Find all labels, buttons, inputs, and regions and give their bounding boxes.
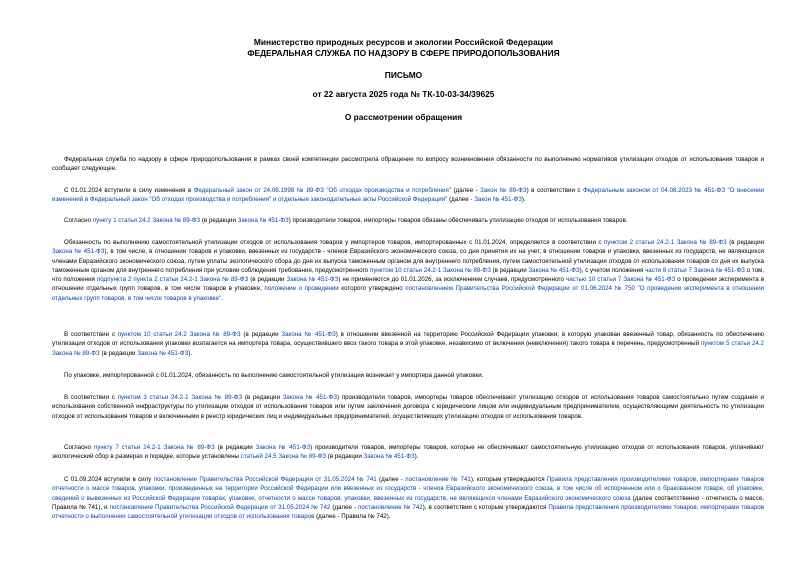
paragraph-obligation: Согласно пункту 1 статьи 24.2 Закона № 89-ФЗ (в редакции Закона № 451-ФЗ) производители товаров, импортеры товаров обязаны обеспечивать утилизацию отходов от использования товаров. [64, 217, 628, 224]
link-resolution-741-short[interactable]: постановление № 741 [405, 476, 471, 483]
paragraph-intro: Федеральная служба по надзору в сфере природопользования в рамках своей компетенции рассмотрела обращение по вопросу возникновения обязанности по выполнению нормативов утилизации отходов от использования товаров и сообщает следующее. [52, 156, 764, 173]
service-name: ФЕДЕРАЛЬНАЯ СЛУЖБА ПО НАДЗОРУ В СФЕРЕ ПРИРОДОПОЛЬЗОВАНИЯ [247, 48, 560, 58]
paragraph-importers-obligation: Обязанность по выполнению самостоятельной утилизации отходов от использования товаров у импортеров товаров, импортированных с 01.01.2024, определяется в соответствии с пунктом 2 статьи 24.2-1 Закона № 89-ФЗ (в редакции Закона № 451-ФЗ), в том числе, в отношении товаров и упаковки, ввезенных из государств - членов Евразийского экономического союза, со дня принятия их на учет, в отношении товаров и упаковки, ввезенных из государств, не являющихся членами Евразийского экономического союза, путем уплаты экологического сбора до дня их выпуска таможенным органом для внутреннего потребления, путем самостоятельной утилизации отходов от использования товаров со дня их выпуска таможенным органом для внутреннего потребления при условии соблюдения требования, предусмотренного пунктом 10 статьи 24.2-1 Закона № 89-ФЗ (в редакции Закона № 451-ФЗ), с учетом положения части 8 статьи 7 Закона № 451-ФЗ о том, что положения подпункта 2 пункта 2 статьи 24.2-1 Закона № 89-ФЗ (в редакции Закона № 451-ФЗ) не применяются до 01.01.2026, за исключением случаев, предусмотренного частью 10 статьи 7 Закона № 451-ФЗ о проведении эксперимента в отношении отдельных групп товаров, в том числе товаров в упаковке, положение о проведении которого утверждено постановлением Правительства Российской Федерации от 01.06.2024 № 750 "О проведении эксперимента в отношении отдельных групп товаров, в том числе товаров в упаковке". [52, 239, 765, 302]
link-law-451fz[interactable]: Закона № 451-ФЗ [237, 217, 289, 224]
paragraph-eco-fee: Согласно пункту 7 статьи 24.2-1 Закона № 89-ФЗ (в редакции Закона № 451-ФЗ) производители товаров, импортеры товаров, которые не обеспечивают самостоятельную утилизацию отходов от использования товаров, уплачивают экологический сбор в размерах и порядке, которые установлены статьей 24.5 Закона № 89-ФЗ (в редакции Закона № 451-ФЗ). [52, 444, 765, 461]
link-law-451fz[interactable]: Закона № 451-ФЗ [255, 444, 311, 451]
link-part-10-art-7[interactable]: частью 10 статьи 7 Закона № 451-ФЗ [565, 276, 676, 284]
link-law-451fz[interactable]: Федеральным законом от 04.08.2023 № 451-ФЗ "О внесении изменений в Федеральный закон "Об отходах производства и потребления" и отдельные законодательные акты Российской Федерации" [52, 187, 764, 204]
link-law-451fz[interactable]: Закона № 451-ФЗ [286, 276, 339, 284]
link-law-89fz-short[interactable]: Закон № 89-ФЗ [480, 187, 527, 194]
paragraph-self-utilization: В соответствии с пунктом 3 статьи 24.2-1 Закона № 89-ФЗ (в редакции Закона № 451-ФЗ) производители товаров, импортеры товаров обеспечивают утилизацию отходов от использования товаров самостоятельно путем создания и использования собственной инфраструктуры по утилизации отходов от использования товаров или путем заключения договора с юридическим лицом или индивидуальным предпринимателем, осуществляющими деятельность по утилизации отходов от использования товаров и включенными в реестр юридических лиц и индивидуальных предпринимателей, осуществляющих утилизацию отходов от использования товаров. [52, 394, 764, 420]
link-clause-3-art-24-2-1[interactable]: пунктом 3 статьи 24.2-1 Закона № 89-ФЗ [117, 394, 243, 401]
paragraph-imported-packaging: По упаковке, импортированной с 01.01.2024, обязанность по выполнению самостоятельной утилизации возникает у импортера данной упаковки. [64, 372, 484, 379]
link-law-451fz[interactable]: Закона № 451-ФЗ [528, 266, 580, 274]
link-law-451fz[interactable]: Закона № 451-ФЗ [282, 394, 337, 401]
link-clause-10-art-24-2-1[interactable]: пунктом 10 статьи 24.2-1 Закона № 89-ФЗ [369, 266, 491, 274]
link-law-89fz[interactable]: Федеральный закон от 24.06.1998 № 89-ФЗ "Об отходах производства и потребления" [193, 187, 452, 194]
link-clause-10-art-24-2[interactable]: пунктом 10 статьи 24.2 Закона № 89-ФЗ [117, 331, 241, 338]
link-resolution-750[interactable]: постановлением Правительства Российской Федерации от 01.06.2024 № 750 "О проведении эксперимента в отношении отдельных групп товаров, в том числе товаров в упаковке" [52, 285, 765, 302]
link-resolution-742-short[interactable]: постановление № 742 [358, 503, 423, 511]
ministry-name: Министерство природных ресурсов и экологии Российской Федерации [253, 37, 554, 47]
link-regulation-experiment[interactable]: положение о проведении [264, 285, 339, 293]
document-number-date: от 22 августа 2025 года № ТК-10-03-34/39625 [312, 89, 495, 99]
link-clause-2-art-24-2-1[interactable]: пунктом 2 статьи 24.2-1 Закона № 89-ФЗ [604, 239, 727, 246]
link-part-8-art-7[interactable]: части 8 статьи 7 Закона № 451-ФЗ [645, 266, 745, 274]
link-resolution-741[interactable]: постановление Правительства Российской Федерации от 31.05.2024 № 741 [153, 476, 377, 483]
paragraph-packaging: В соответствии с пунктом 10 статьи 24.2 Закона № 89-ФЗ (в редакции Закона № 451-ФЗ) в отношении ввезенной на территорию Российской Федерации упаковки, в которую упакован ввезенный товар, обязанность по обеспечению утилизации отходов от использования упаковки возлагается на импортера товара, осуществившего ввоз такого товара в этой упаковке, независимо от включения (невключения) такого товара в перечень, предусмотренный пунктом 5 статьи 24.2 Закона № 89-ФЗ (в редакции Закона № 451-ФЗ). [52, 331, 765, 357]
link-law-451fz-short[interactable]: Закон № 451-ФЗ [474, 196, 522, 204]
link-clause-7-art-24-2-1[interactable]: пункту 7 статьи 24.2-1 Закона № 89-ФЗ [93, 444, 215, 451]
paragraph-law-changes: С 01.01.2024 вступили в силу изменения в Федеральный закон от 24.06.1998 № 89-ФЗ "Об отходах производства и потребления" (далее - Закон № 89-ФЗ) в соответствии с Федеральным законом от 04.08.2023 № 451-ФЗ "О внесении изменений в Федеральный закон "Об отходах производства и потребления" и отдельные законодательные акты Российской Федерации" (далее - Закон № 451-ФЗ). [52, 187, 764, 204]
link-law-451fz[interactable]: Закона № 451-ФЗ [363, 453, 415, 461]
link-law-451fz[interactable]: Закона № 451-ФЗ [52, 248, 105, 256]
paragraph-reporting-rules: С 01.09.2024 вступили в силу постановление Правительства Российской Федерации от 31.05.2024 № 741 (далее - постановление № 741), которым утверждаются Правила представления производителями товаров, импортерами товаров отчетности о массе товаров, упаковки, произведенных на территории Российской Федерации или ввезенных из государств - членов Евразийского экономического союза, в том числе об испорченном или о бракованном товаре, об упаковке, сведений о вывезенных из Российской Федерации товарах, упаковке, отчетности о массе товаров, упаковки, ввезенных из государств, не являющихся членами Евразийского экономического союза (далее соответственно - отчетность о массе, Правила № 741), и постановление Правительства Российской Федерации от 31.05.2024 № 742 (далее - постановление № 742), в соответствии с которым утверждаются Правила представления производителями товаров, импортерами товаров отчетности о выполнении самостоятельной утилизации отходов от использования товаров (далее - Правила № 742). [52, 476, 765, 521]
link-rules-742[interactable]: Правила представления производителями товаров, импортерами товаров отчетности о выполнении самостоятельной утилизации отходов от использования товаров [52, 503, 765, 521]
document-subject: О рассмотрении обращения [344, 112, 463, 122]
link-subclause-2-clause-2[interactable]: подпункта 2 пункта 2 статьи 24.2-1 Закона № 89-ФЗ [96, 276, 249, 284]
link-clause-5-art-24-2[interactable]: пунктом 5 статьи 24.2 Закона № 89-ФЗ [52, 340, 764, 357]
link-rules-741[interactable]: Правила представления производителями товаров, импортерами товаров отчетности о массе товаров, упаковки, произведенных на территории Российской Федерации или ввезенных из государств - членов Евразийского экономического союза, в том числе об испорченном или о бракованном товаре, об упаковке, сведений о вывезенных из Российской Федерации товарах, упаковке, отчетности о массе товаров, упаковки, ввезенных из государств, не являющихся членами Евразийского экономического союза [52, 476, 764, 502]
document-type: ПИСЬМО [384, 70, 423, 80]
link-resolution-742[interactable]: постановление Правительства Российской Федерации от 31.05.2024 № 742 [109, 503, 331, 511]
link-law-451fz[interactable]: Закона № 451-ФЗ [137, 349, 189, 357]
link-law-451fz[interactable]: Закона № 451-ФЗ [281, 331, 336, 338]
link-clause-1-art-24-2[interactable]: пункту 1 статьи 24.2 Закона № 89-ФЗ [92, 217, 201, 224]
link-art-24-5[interactable]: статьей 24.5 Закона № 89-ФЗ [240, 453, 327, 461]
